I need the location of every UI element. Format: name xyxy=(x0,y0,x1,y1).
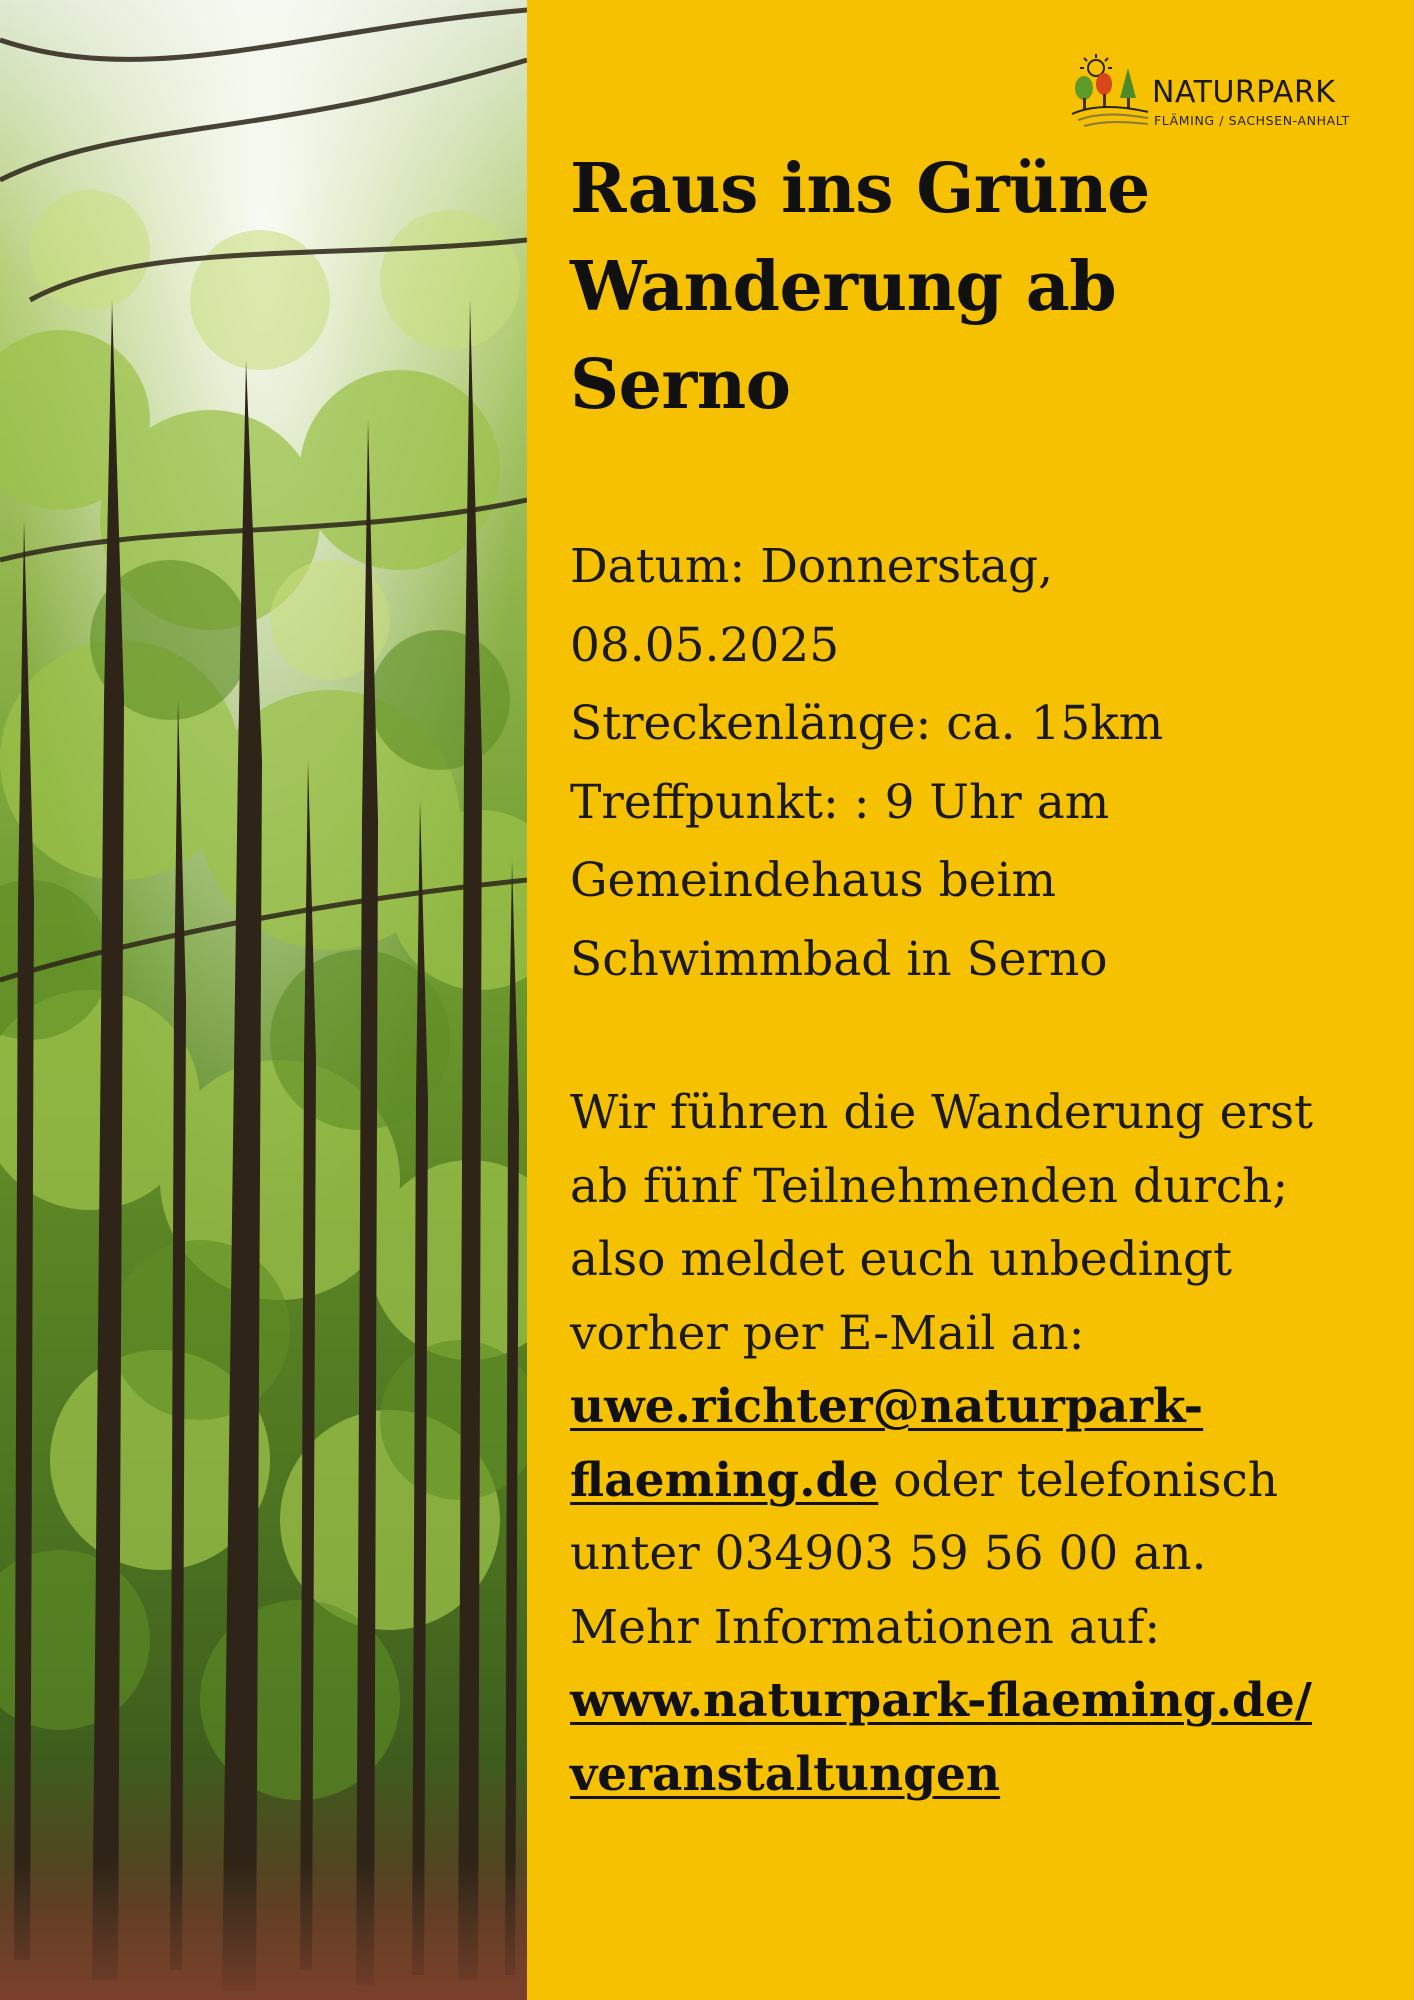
phone-number: unter 034903 59 56 00 an. xyxy=(570,1526,1207,1581)
title-line-1: Raus ins Grüne xyxy=(570,149,1150,229)
email-link-part-1[interactable]: uwe.richter@naturpark- xyxy=(570,1379,1204,1434)
meeting-point-line-3: Schwimmbad in Serno xyxy=(570,931,1108,987)
logo-subtitle: FLÄMING / SACHSEN-ANHALT xyxy=(1154,113,1350,128)
event-title xyxy=(570,140,1330,434)
distance-info: Streckenlänge: ca. 15km xyxy=(570,696,1164,751)
email-line xyxy=(570,1370,1400,1444)
logo-name: NATURPARK xyxy=(1152,75,1336,110)
url-line-2 xyxy=(570,1738,1400,1812)
info-line-3: also meldet euch unbedingt xyxy=(570,1232,1232,1287)
info-line-1: Wir führen die Wanderung erst xyxy=(570,1085,1313,1140)
forest-illustration xyxy=(0,0,527,2000)
date-label: Datum: Donnerstag, xyxy=(570,539,1054,594)
phone-prefix: oder telefonisch xyxy=(878,1452,1279,1508)
forest-photo xyxy=(0,0,527,2000)
website-link-part-2[interactable]: veranstaltungen xyxy=(570,1746,1001,1802)
date-value: 08.05.2025 xyxy=(570,617,840,673)
email-phone-line xyxy=(570,1444,1400,1518)
meeting-point-line-2: Gemeindehaus beim xyxy=(570,853,1057,908)
more-info-label: Mehr Informationen auf: xyxy=(570,1599,1161,1655)
meeting-point-line-1: Treffpunkt: : 9 Uhr am xyxy=(570,774,1110,830)
url-line-1 xyxy=(570,1664,1400,1738)
naturpark-logo-icon xyxy=(1070,54,1150,134)
event-details xyxy=(570,528,1370,999)
info-line-2: ab fünf Teilnehmenden durch; xyxy=(570,1158,1289,1214)
title-line-3: Serno xyxy=(570,345,791,425)
website-link-part-1[interactable]: www.naturpark-flaeming.de/ xyxy=(570,1673,1312,1728)
info-line-4: vorher per E-Mail an: xyxy=(570,1305,1085,1361)
naturpark-logo[interactable] xyxy=(1070,54,1384,134)
registration-info xyxy=(570,1076,1400,1811)
title-line-2: Wanderung ab xyxy=(570,247,1117,327)
email-link-part-2[interactable]: flaeming.de xyxy=(570,1452,879,1508)
